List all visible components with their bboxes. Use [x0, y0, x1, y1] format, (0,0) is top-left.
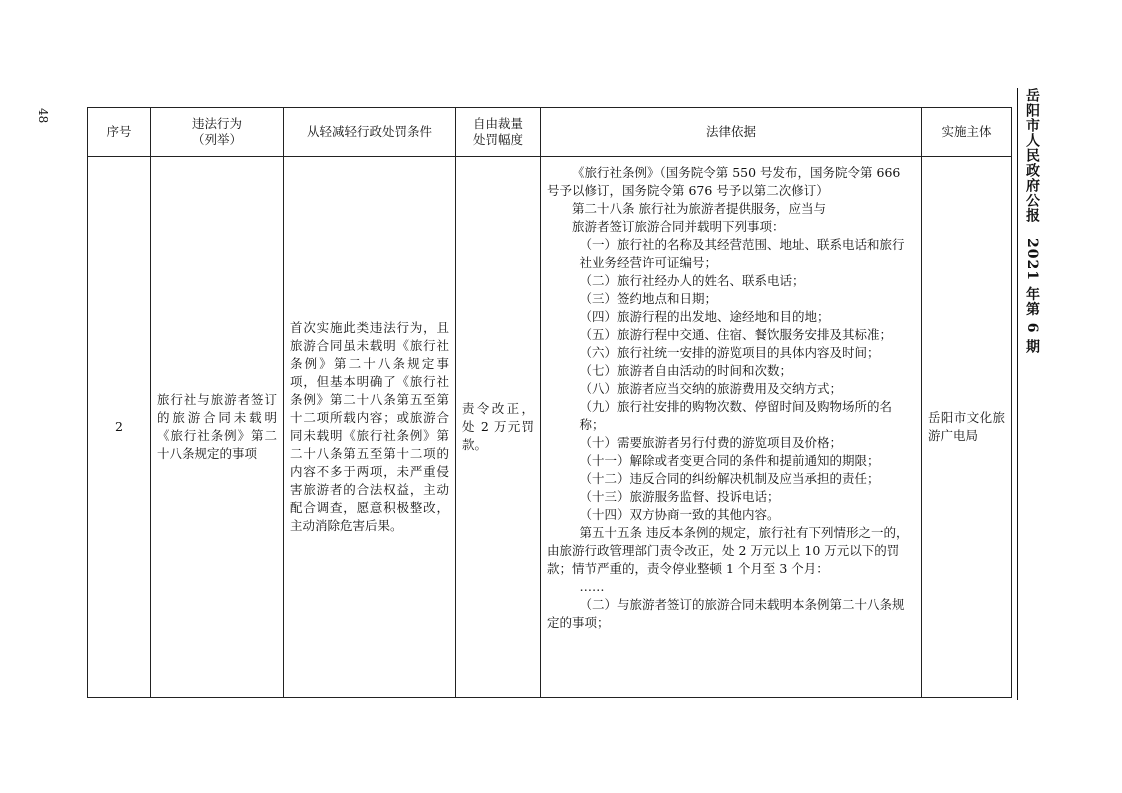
header-authority: 实施主体	[922, 108, 1012, 157]
header-discretion	[456, 108, 541, 157]
article-28-item: （七）旅游者自由活动的时间和次数；	[579, 363, 793, 378]
article-28-item: （十四）双方协商一致的其他内容。	[579, 507, 780, 522]
legal-source: 《旅行社条例》（国务院令第 550 号发布，国务院令第 666 号予以修订，国务院令第 676 号予以第二次修订）	[547, 165, 901, 198]
article-28-item: （三）签约地点和日期；	[579, 291, 718, 306]
table-header-row	[88, 108, 1012, 157]
header-discretion-line2: 处罚幅度	[472, 132, 523, 147]
row-conditions: 首次实施此类违法行为，且旅游合同虽未载明《旅行社条例》第二十八条规定事项，但基本明确了《旅行社条例》第二十八条第五至第十二项所载内容；或旅游合同未载明《旅行社条例》第二十八条第五至第十二项的内容不多于两项，未严重侵害旅游者的合法权益，主动配合调查，愿意积极整改，主动消除危害后果。	[284, 157, 456, 698]
article-28-item: （九）旅行社安排的购物次数、停留时间及购物场所的名称；	[579, 399, 893, 432]
article-55: 第五十五条 违反本条例的规定，旅行社有下列情形之一的，由旅游行政管理部门责令改正，处 2 万元以上 10 万元以下的罚款；情节严重的，责令停业整顿 1 个月至 3 个月：	[547, 525, 909, 576]
article-28-item: （五）旅游行程中交通、住宿、餐饮服务安排及其标准；	[579, 327, 893, 342]
article-28-item: （八）旅游者应当交纳的旅游费用及交纳方式；	[579, 381, 843, 396]
article-28-item: （十三）旅游服务监督、投诉电话；	[579, 489, 780, 504]
row-legal-basis	[541, 157, 922, 698]
table-row	[88, 157, 1012, 698]
header-seq: 序号	[88, 108, 151, 157]
article-28-item: （六）旅行社统一安排的游览项目的具体内容及时间；	[579, 345, 880, 360]
article-28-item: （二）旅行社经办人的姓名、联系电话；	[579, 273, 805, 288]
article-28-item: （十一）解除或者变更合同的条件和提前通知的期限；	[579, 453, 880, 468]
row-violation: 旅行社与旅游者签订的旅游合同未载明《旅行社条例》第二十八条规定的事项	[151, 157, 284, 698]
page-number: 48	[36, 108, 50, 124]
row-discretion: 责令改正，处 2 万元罚款。	[456, 157, 541, 698]
header-conditions: 从轻减轻行政处罚条件	[284, 108, 456, 157]
header-discretion-line1: 自由裁量	[472, 116, 523, 131]
header-violation-line1: 违法行为	[191, 116, 242, 131]
article-28-item: （一）旅行社的名称及其经营范围、地址、联系电话和旅行社业务经营许可证编号；	[579, 237, 905, 270]
header-violation-line2: （列举）	[191, 132, 242, 147]
penalty-table	[87, 107, 1012, 698]
article-28-line1: 第二十八条 旅行社为旅游者提供服务，应当与	[572, 201, 826, 216]
header-violation	[151, 108, 284, 157]
header-legal-basis: 法律依据	[541, 108, 922, 157]
article-28-item: （十）需要旅游者另行付费的游览项目及价格；	[579, 435, 843, 450]
header-rule	[1017, 88, 1018, 700]
row-authority: 岳阳市文化旅游广电局	[922, 157, 1012, 698]
ellipsis: ……	[579, 579, 605, 594]
article-28-item: （四）旅游行程的出发地、途经地和目的地；	[579, 309, 830, 324]
article-28-item: （十二）违反合同的纠纷解决机制及应当承担的责任；	[579, 471, 880, 486]
publication-header: 岳阳市人民政府公报 2021 年第 6 期	[1024, 88, 1040, 355]
article-55-item-2: （二）与旅游者签订的旅游合同未载明本条例第二十八条规定的事项；	[547, 597, 905, 630]
article-28-line2: 旅游者签订旅游合同并载明下列事项：	[572, 219, 785, 234]
row-seq: 2	[88, 157, 151, 698]
